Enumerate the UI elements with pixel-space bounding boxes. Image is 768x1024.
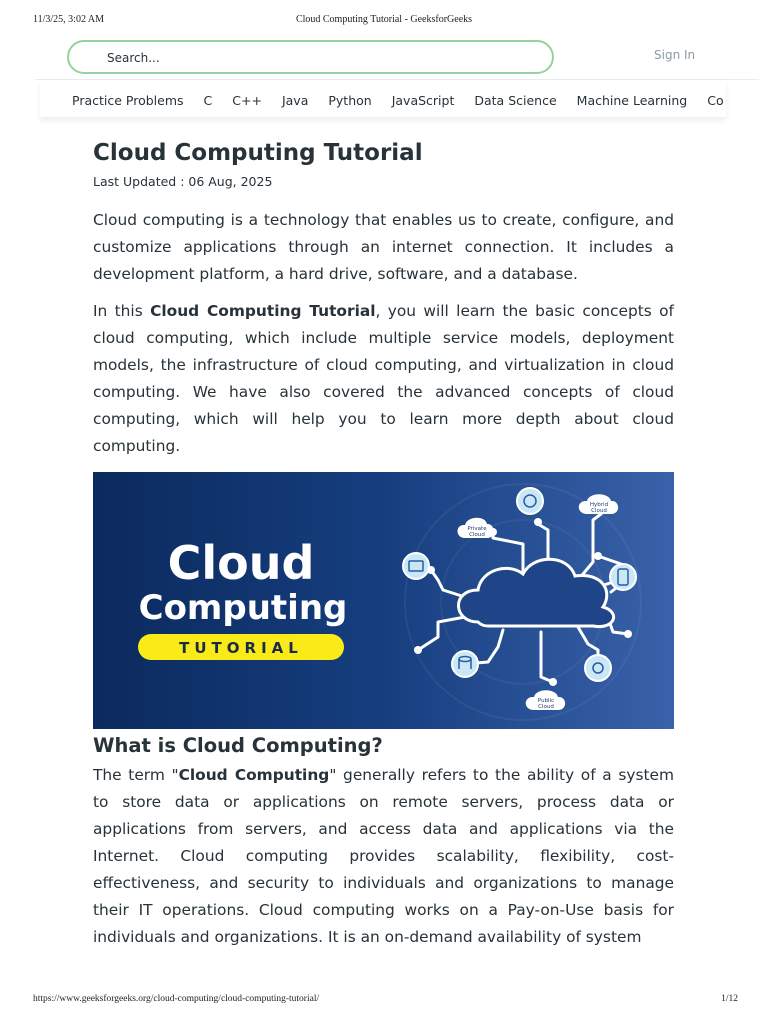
- hybrid-cloud-text-2: Cloud: [591, 508, 607, 514]
- section-paragraph-before: The term ": [93, 766, 179, 784]
- banner-title-computing: Computing: [138, 588, 348, 628]
- section-paragraph-after: " generally refers to the ability of a system to store data or applications on remote servers, process data or applications from servers, and access data and applications via the Internet. Cloud computing provides scalability, flexibility, cost-effectiveness, and security to individuals and organizations to manage their IT operations. Cloud computing works on a Pay-on-Use basis for individuals and organizations. It is an on-demand availability of system: [93, 766, 675, 946]
- tutorial-paragraph-before: In this: [93, 302, 151, 320]
- section-paragraph-bold: Cloud Computing: [178, 766, 330, 784]
- search-bar[interactable]: [67, 40, 554, 74]
- banner-graphic: [93, 472, 674, 729]
- hybrid-cloud-label: [579, 494, 618, 514]
- intro-paragraph: Cloud computing is a technology that enables us to create, configure, and customize applications through an internet connection. It includes a development platform, a hard drive, software, and a database.: [93, 211, 674, 283]
- tutorial-banner-image: [93, 472, 674, 729]
- banner-tutorial-text: TUTORIAL: [179, 639, 303, 657]
- public-cloud-text-2: Cloud: [538, 704, 554, 710]
- nav-item-javascript[interactable]: JavaScript: [391, 93, 455, 108]
- print-page-title: Cloud Computing Tutorial - GeeksforGeeks: [295, 14, 473, 25]
- mobile-icon: [610, 564, 636, 590]
- article: [93, 137, 674, 951]
- hybrid-cloud-text-1: Hybrid: [589, 502, 609, 508]
- nav-item-data-science[interactable]: Data Science: [474, 93, 557, 108]
- tutorial-paragraph-bold: Cloud Computing Tutorial: [150, 302, 376, 320]
- banner-title-cloud: Cloud: [167, 536, 315, 590]
- nav-item-practice-problems[interactable]: Practice Problems: [72, 93, 184, 108]
- globe-icon: [517, 488, 543, 514]
- folder-icon: [403, 553, 429, 579]
- print-url: https://www.geeksforgeeks.org/cloud-computing/cloud-computing-tutorial/: [33, 994, 320, 1004]
- search-input[interactable]: [107, 48, 537, 68]
- private-cloud-text-2: Cloud: [469, 532, 485, 538]
- sign-in-link[interactable]: Sign In: [654, 48, 696, 62]
- print-page-number: 1/12: [721, 994, 738, 1004]
- section-heading: What is Cloud Computing?: [93, 734, 383, 757]
- category-nav-list: [72, 90, 726, 109]
- network-icon: [585, 655, 611, 681]
- page-title: Cloud Computing Tutorial: [93, 140, 423, 166]
- nav-item-java[interactable]: Java: [281, 93, 309, 108]
- tutorial-paragraph-after: , you will learn the basic concepts of cloud computing, which include multiple service models, deployment models, the infrastructure of cloud computing, and virtualization in cloud computing. We have also covered the advanced concepts of cloud computing, which will help you to learn more depth about cloud computing.: [93, 302, 674, 455]
- private-cloud-label: [458, 518, 494, 538]
- last-updated: Last Updated : 06 Aug, 2025: [93, 174, 273, 189]
- public-cloud-label: [526, 690, 565, 710]
- category-nav: [40, 80, 726, 117]
- nav-item-co[interactable]: Co: [707, 93, 724, 108]
- nav-item-machine-learning[interactable]: Machine Learning: [576, 93, 688, 108]
- tutorial-paragraph: [93, 298, 674, 460]
- print-timestamp: 11/3/25, 3:02 AM: [33, 14, 105, 25]
- nav-item-python[interactable]: Python: [328, 93, 372, 108]
- central-cloud: [458, 559, 613, 626]
- database-icon: [452, 651, 478, 677]
- public-cloud-text-1: Public: [537, 698, 555, 704]
- private-cloud-text-1: Private: [467, 526, 487, 532]
- section-paragraph: [93, 762, 674, 951]
- nav-item-cplusplus[interactable]: C++: [232, 93, 262, 108]
- nav-item-c[interactable]: C: [203, 93, 213, 108]
